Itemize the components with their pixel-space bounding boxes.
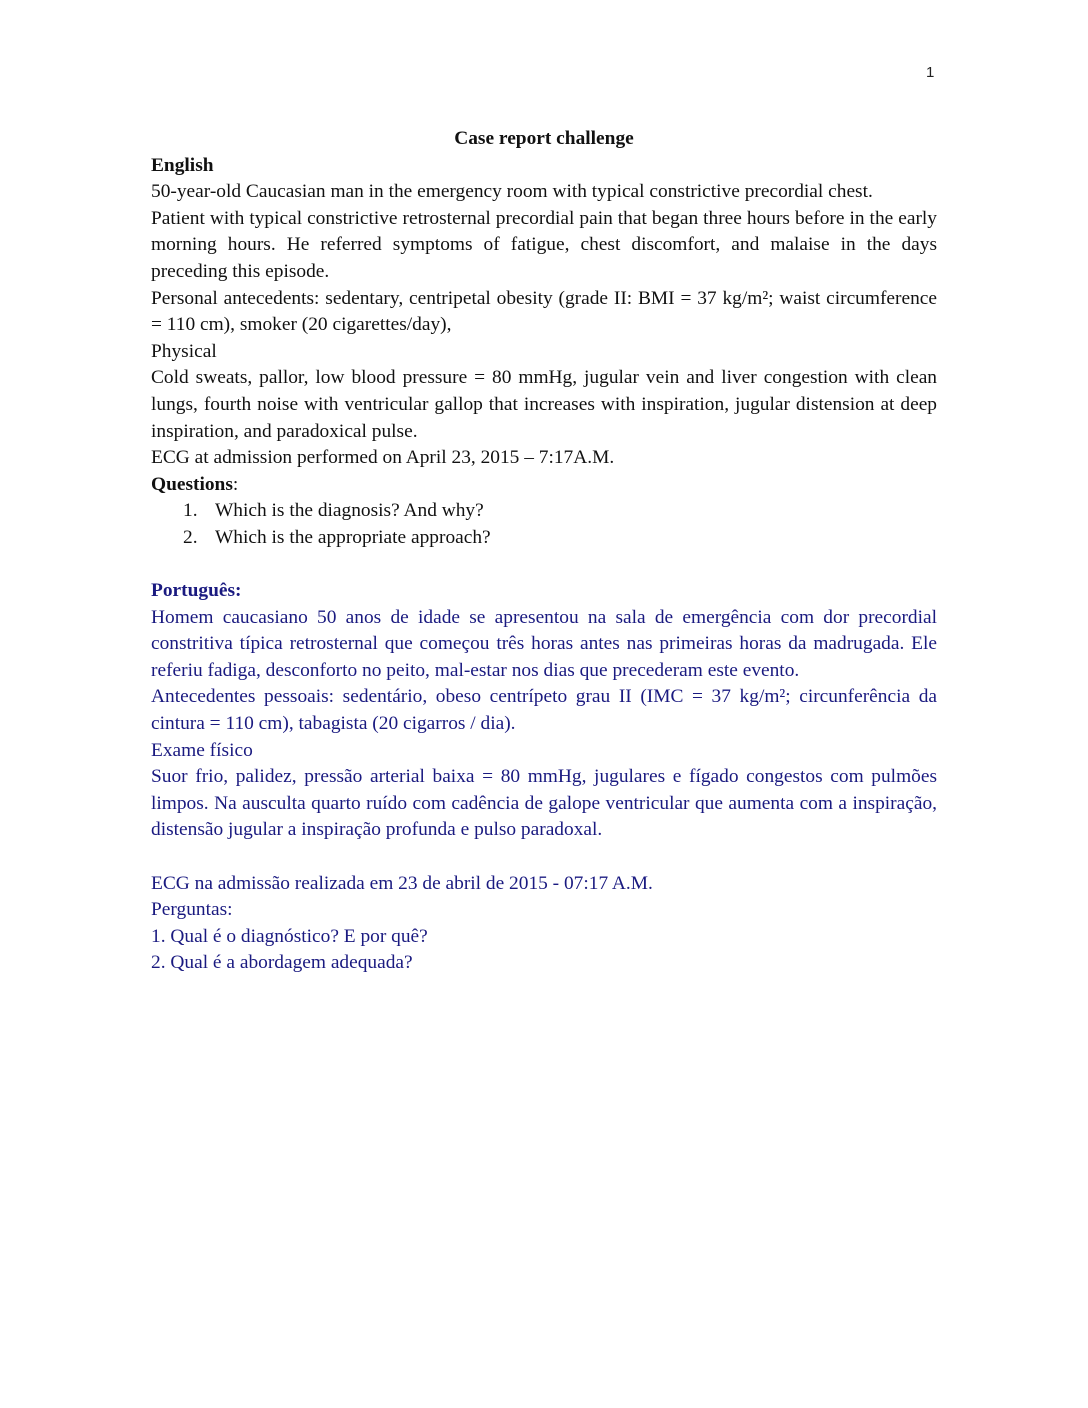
questions-colon: : — [232, 473, 239, 495]
english-physical-heading: Physical — [151, 340, 217, 362]
portuguese-question-2: 2. Qual é a abordagem adequada? — [151, 952, 413, 974]
english-intro: 50-year-old Caucasian man in the emergency room with typical constrictive precordial chest. — [151, 181, 873, 203]
portuguese-section — [151, 578, 937, 977]
list-item-text: Which is the diagnosis? And why? — [215, 500, 484, 522]
portuguese-antecedents: Antecedentes pessoais: sedentário, obeso centrípeto grau II (IMC = 37 kg/m²; circunferência da cintura = 110 cm), tabagista (20 cigarros / dia). — [151, 686, 937, 735]
list-item-number: 2. — [183, 526, 198, 548]
portuguese-question-1: 1. Qual é o diagnóstico? E por quê? — [151, 925, 428, 947]
questions-label: Questions — [151, 473, 233, 495]
english-questions-list — [151, 498, 937, 551]
document-body — [151, 126, 937, 977]
portuguese-heading: Português: — [151, 580, 242, 602]
section-spacer — [151, 552, 937, 579]
list-item-number: 1. — [183, 500, 198, 522]
portuguese-ecg: ECG na admissão realizada em 23 de abril de 2015 - 07:17 A.M. — [151, 872, 653, 894]
english-heading: English — [151, 154, 214, 176]
portuguese-questions-heading: Perguntas: — [151, 899, 233, 921]
english-questions-heading — [151, 472, 937, 499]
english-history: Patient with typical constrictive retrosternal precordial pain that began three hours before in the early morning hours. He referred symptoms of fatigue, chest discomfort, and malaise in the days preceding this episode. — [151, 207, 937, 282]
document-title: Case report challenge — [454, 128, 634, 149]
english-physical: Cold sweats, pallor, low blood pressure = 80 mmHg, jugular vein and liver congestion with clean lungs, fourth noise with ventricular gallop that increases with inspiration, jugular distension at deep inspiration, and paradoxical pulse. — [151, 367, 937, 442]
portuguese-intro: Homem caucasiano 50 anos de idade se apresentou na sala de emergência com dor precordial constritiva típica retrosternal que começou três horas antes nas primeiras horas da madrugada. Ele referiu fadiga, desconforto no peito, mal-estar nos dias que precederam este evento. — [151, 606, 937, 681]
portuguese-physical: Suor frio, palidez, pressão arterial baixa = 80 mmHg, jugulares e fígado congestos com pulmões limpos. Na ausculta quarto ruído com cadência de galope ventricular que aumenta com a inspiração, distensão jugular a inspiração profunda e pulso paradoxal. — [151, 766, 937, 841]
paragraph-spacer — [151, 844, 937, 871]
portuguese-physical-heading: Exame físico — [151, 739, 253, 761]
english-ecg: ECG at admission performed on April 23, 2015 – 7:17A.M. — [151, 447, 615, 469]
list-item — [151, 498, 937, 525]
english-antecedents: Personal antecedents: sedentary, centripetal obesity (grade II: BMI = 37 kg/m²; waist circumference = 110 cm), smoker (20 cigarettes/day), — [151, 287, 937, 336]
list-item-text: Which is the appropriate approach? — [215, 526, 491, 548]
english-section — [151, 153, 937, 552]
page-number: 1 — [926, 64, 935, 81]
list-item — [151, 525, 937, 552]
